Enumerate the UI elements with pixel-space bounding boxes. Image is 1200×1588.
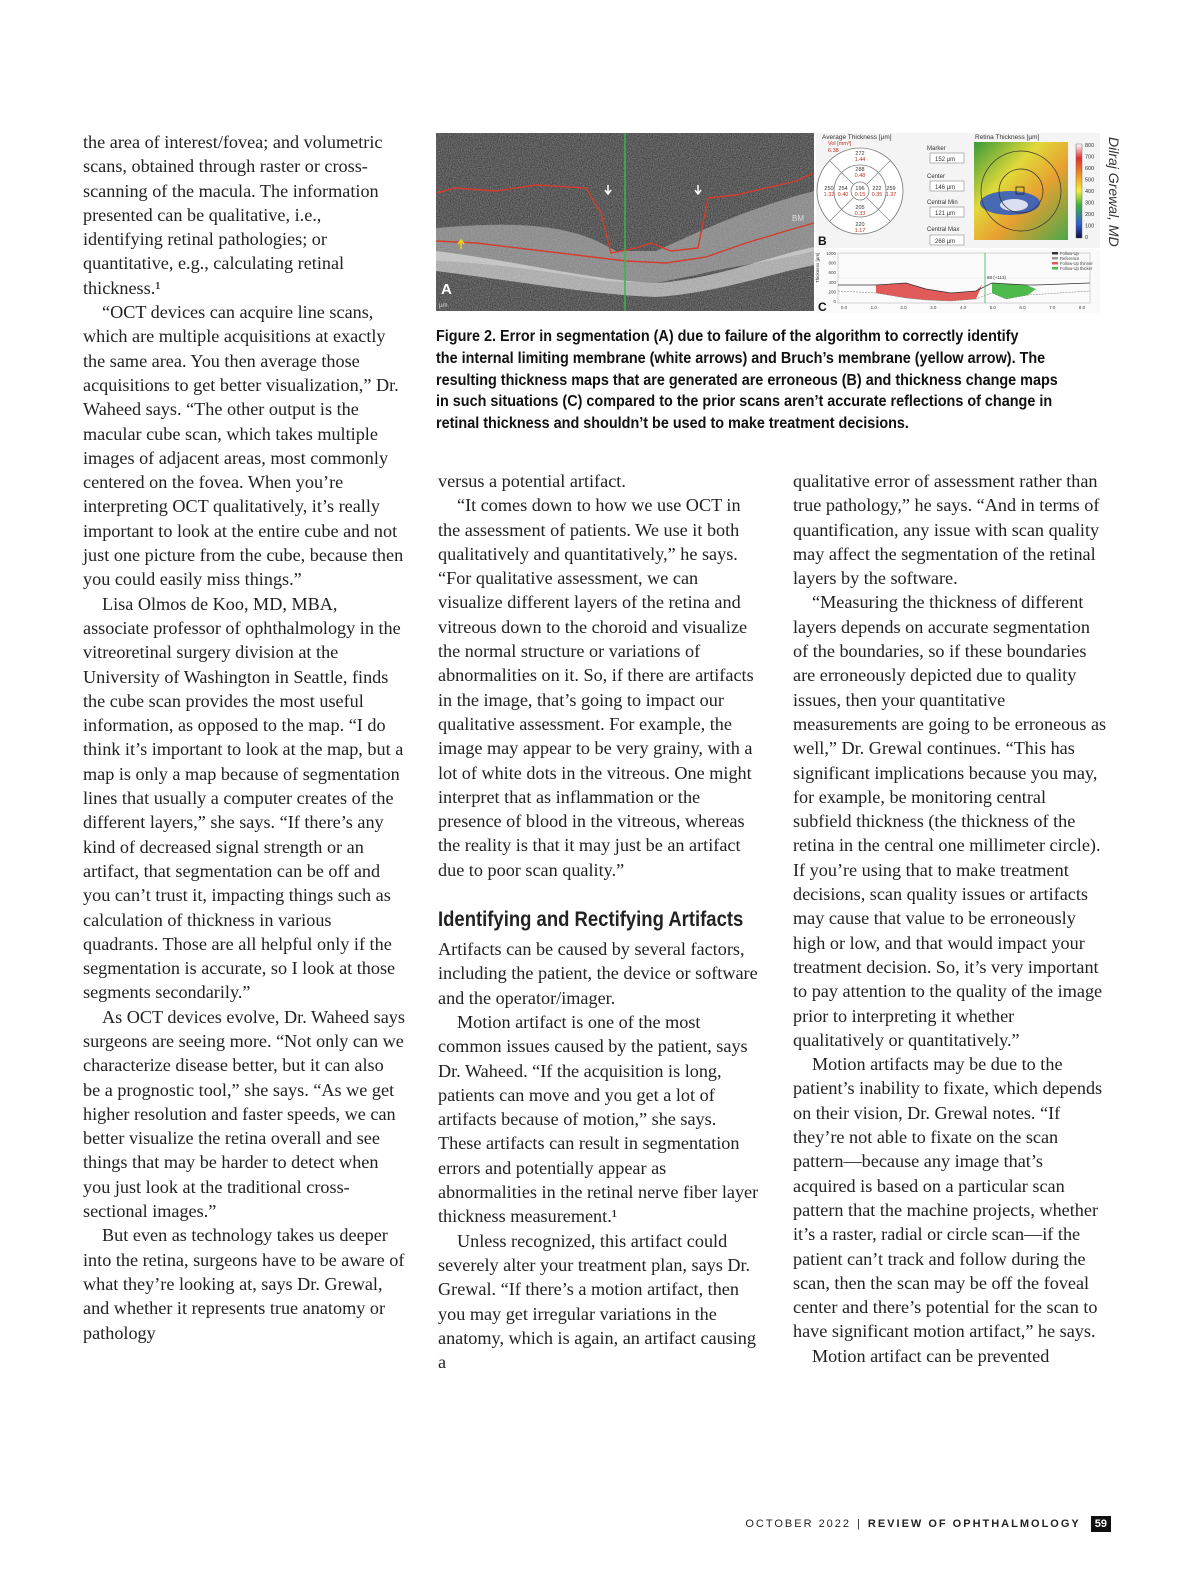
body-paragraph: versus a potential artifact. bbox=[438, 471, 626, 491]
avg-thickness-title: Average Thickness [µm] bbox=[822, 134, 892, 141]
change-xtick-label: 1.0 bbox=[870, 305, 877, 310]
grid-center-volume: 0.15 bbox=[854, 192, 866, 198]
panel-c-label: C bbox=[818, 300, 827, 313]
colorbar-tick-label: 700 bbox=[1085, 154, 1095, 161]
retina-thickness-title: Retina Thickness [µm] bbox=[975, 134, 1040, 141]
body-paragraph: the area of interest/fovea; and volumetric scans, obtained through raster or cross-scanning of the macula. The information presented can be qualitative, i.e., identifying retinal pathologies; or quantitative, e.g., calculating retinal thickness.¹ bbox=[83, 132, 383, 298]
central-max-value: 268 µm bbox=[935, 239, 956, 245]
change-ytick-label: 400 bbox=[828, 279, 836, 285]
footer-magazine: REVIEW OF OPHTHALMOLOGY bbox=[867, 1518, 1081, 1530]
vol-value: 6.38 bbox=[828, 148, 839, 154]
change-xtick-label: 6.0 bbox=[1019, 305, 1026, 310]
body-paragraph: As OCT devices evolve, Dr. Waheed says surgeons are seeing more. “Not only can we characterize disease better, but it can also be a prognostic tool,” she says. “As we get higher resolution and faster speeds, we can better visualize the retina overall and see things that may be harder to detect when you just look at the traditional cross-sectional images.” bbox=[83, 1006, 405, 1222]
grid-right-outer-thickness: 259 bbox=[886, 186, 896, 192]
left-column bbox=[83, 130, 405, 1345]
grid-inner-top-thickness: 288 bbox=[855, 167, 865, 173]
panel-a-oct-scan bbox=[436, 133, 814, 311]
colorbar-tick-label: 200 bbox=[1085, 212, 1095, 218]
legend-entry: Reference bbox=[1060, 256, 1080, 261]
photo-credit-text: Dilraj Grewal, MD bbox=[1106, 137, 1122, 247]
caption-line: in such situations (C) compared to the prior scans aren’t accurate reflections of change in bbox=[436, 393, 1053, 411]
photo-credit bbox=[1104, 137, 1128, 357]
change-ytick-label: 0 bbox=[833, 299, 836, 304]
marker-value: 152 µm bbox=[935, 157, 956, 163]
center-label: Center bbox=[927, 174, 946, 180]
page-footer bbox=[745, 1516, 1111, 1532]
panel-b-thickness-maps bbox=[816, 133, 1100, 248]
grid-top-volume: 1.44 bbox=[854, 157, 866, 163]
colorbar-tick-label: 500 bbox=[1085, 177, 1095, 184]
grid-bottom-volume: 1.17 bbox=[854, 228, 866, 234]
legend-entry: Follow-Up bbox=[1060, 251, 1079, 256]
center-value: 146 µm bbox=[935, 185, 956, 191]
colorbar-tick-label: 0 bbox=[1085, 235, 1089, 241]
body-paragraph: Lisa Olmos de Koo, MD, MBA, associate professor of ophthalmology in the vitreoretinal surgery division at the University of Washington in Seattle, finds the cube scan provides the most useful information, as opposed to the map. “I do think it’s important to look at the map, but a map is only a map because of segmentation lines that usually a computer creates of the different layers,” she says. “If there’s any kind of decreased signal strength or an artifact, that segmentation can be off and you can’t trust it, impacting things such as calculation of thickness in various quadrants. Those are all helpful only if the segmentation is accurate, so I look at those segments secondarily.” bbox=[83, 593, 404, 1003]
figure-2-graphic bbox=[436, 133, 1100, 313]
grid-left-outer-volume: 1.32 bbox=[823, 192, 835, 198]
panel-c-thickness-change bbox=[815, 249, 1100, 313]
colorbar-tick-label: 800 bbox=[1085, 143, 1095, 149]
marker-label: Marker bbox=[927, 146, 946, 152]
grid-left-outer-thickness: 250 bbox=[824, 186, 834, 192]
figure-2 bbox=[436, 133, 1100, 313]
panel-b-label: B bbox=[818, 234, 827, 248]
grid-center-thickness: 196 bbox=[855, 186, 865, 192]
colorbar-tick-label: 600 bbox=[1085, 166, 1095, 172]
caption-line: resulting thickness maps that are generated are erroneous (B) and thickness change maps bbox=[436, 371, 1058, 389]
page-number: 59 bbox=[1091, 1516, 1111, 1532]
figure-caption bbox=[436, 326, 1116, 435]
legend-swatch bbox=[1052, 262, 1058, 265]
body-paragraph: Motion artifact can be prevented bbox=[812, 1345, 1050, 1366]
change-ytick-label: 1000 bbox=[825, 251, 836, 256]
scale-unit: µm bbox=[439, 303, 448, 309]
change-ytick-label: 800 bbox=[828, 260, 836, 266]
legend-entry: Follow-Up thicker bbox=[1060, 266, 1093, 271]
middle-column bbox=[438, 469, 760, 1374]
change-xtick-label: 2.0 bbox=[900, 305, 907, 310]
central-min-label: Central Min bbox=[927, 200, 958, 206]
caption-line: the internal limiting membrane (white arrows) and Bruch’s membrane (yellow arrow). The bbox=[436, 349, 1046, 367]
grid-left-inner-volume: 0.40 bbox=[837, 192, 849, 198]
legend-swatch bbox=[1052, 252, 1058, 255]
body-paragraph: “Measuring the thickness of different layers depends on accurate segmentation of the boundaries, so if these boundaries are erroneously depicted due to quality issues, then your quantitative measurements are going to be erroneous as well,” Dr. Grewal continues. “This has significant implications because you may, for example, be monitoring central subfield thickness (the thickness of the retina in the central one millimeter circle). If you’re using that to make treatment decisions, scan quality issues or artifacts may cause that value to be erroneously high or low, and that would impact your treatment decision. So, it’s very important to pay attention to the quality of the image prior to interpreting it whether qualitatively or quantitatively.” bbox=[793, 592, 1107, 1050]
body-paragraph: “It comes down to how we use OCT in the assessment of patients. We use it both qualitatively and quantitatively,” he says. “For qualitative assessment, we can visualize different layers of the retina and vitreous down to the choroid and visualize the normal structure or variations of abnormalities on it. So, if there are artifacts in the image, that’s going to impact our qualitative assessment. For example, the image may appear to be very grainy, with a lot of white dots in the vitreous. One might interpret that as inflammation or the presence of blood in the vitreous, whereas the reality is that it may just be an artifact due to poor scan quality.” bbox=[438, 495, 754, 880]
change-marker: 88 (+113) bbox=[987, 275, 1007, 280]
change-ytick-label: 600 bbox=[828, 270, 836, 276]
footer-separator: | bbox=[857, 1518, 862, 1530]
grid-right-inner-thickness: 222 bbox=[872, 186, 882, 192]
change-xtick-label: 5.0 bbox=[989, 305, 996, 310]
body-paragraph: qualitative error of assessment rather than true pathology,” he says. “And in terms of quantification, any issue with scan quality may affect the segmentation of the retinal layers by the software. bbox=[793, 471, 1100, 589]
grid-inner-bottom-volume: 0.33 bbox=[854, 211, 866, 217]
grid-right-inner-volume: 0.35 bbox=[871, 192, 883, 198]
colorbar bbox=[1076, 144, 1082, 238]
body-paragraph: “OCT devices can acquire line scans, which are multiple acquisitions at exactly the same area. You then average those acquisitions to get better visualization,” Dr. Waheed says. “The other output is the macular cube scan, which takes multiple images of adjacent areas, most commonly centered on the fovea. When you’re interpreting OCT qualitatively, it’s really important to look at the entire cube and not just one picture from the cube, because then you could easily miss things.” bbox=[83, 302, 404, 590]
caption-line: Figure 2. Error in segmentation (A) due to failure of the algorithm to correctly identify bbox=[436, 328, 1019, 345]
legend-entry: Follow-Up thinner bbox=[1060, 261, 1093, 266]
change-ytick-label: 200 bbox=[828, 289, 836, 295]
change-xtick-label: 8.0 bbox=[1078, 305, 1086, 310]
change-xtick-label: 7.0 bbox=[1049, 305, 1056, 310]
legend-swatch bbox=[1052, 257, 1058, 260]
body-paragraph: Motion artifacts may be due to the patient’s inability to fixate, which depends on their vision, Dr. Grewal notes. “If they’re not able to fixate on the scan pattern—because any image that’s acquired is based on a particular scan pattern that the machine projects, whether it’s a raster, radial or circle scan—if the patient can’t track and follow during the scan, then the scan may be off the foveal center and there’s potential for the scan to have significant motion artifact,” he says. bbox=[793, 1054, 1103, 1342]
grid-bottom-thickness: 220 bbox=[855, 222, 865, 228]
retina-heatmap bbox=[974, 142, 1068, 240]
legend-swatch bbox=[1052, 267, 1058, 270]
right-column bbox=[793, 469, 1108, 1368]
body-paragraph: But even as technology takes us deeper into the retina, surgeons have to be aware of what they’re looking at, says Dr. Grewal, and whether it represents true anatomy or pathology bbox=[83, 1225, 405, 1343]
footer-date: OCTOBER 2022 bbox=[745, 1518, 852, 1530]
panel-a-label: A bbox=[441, 281, 452, 298]
change-ylabel: Thickness [µm] bbox=[815, 252, 820, 283]
caption-line: retinal thickness and shouldn’t be used to make treatment decisions. bbox=[436, 415, 909, 433]
central-min-value: 121 µm bbox=[935, 211, 956, 217]
bm-label: BM bbox=[792, 214, 804, 223]
section-subhead: Identifying and Rectifying Artifacts bbox=[438, 908, 744, 932]
body-paragraph: Motion artifact is one of the most common issues caused by the patient, says Dr. Waheed. “If the acquisition is long, patients can move and you get a lot of artifacts because of motion,” she says. These artifacts can result in segmentation errors and potentially appear as abnormalities in the retinal nerve fiber layer thickness measurement.¹ bbox=[438, 1011, 759, 1227]
change-xtick-label: 3.0 bbox=[930, 305, 937, 310]
colorbar-tick-label: 300 bbox=[1085, 200, 1095, 207]
colorbar-tick-label: 100 bbox=[1085, 223, 1095, 230]
vol-label: Vol [mm³] bbox=[828, 141, 852, 147]
change-xtick-label: 4.0 bbox=[959, 305, 967, 310]
grid-inner-top-volume: 0.48 bbox=[854, 173, 866, 179]
colorbar-tick-label: 400 bbox=[1085, 189, 1095, 195]
grid-left-inner-thickness: 254 bbox=[838, 186, 848, 192]
central-max-label: Central Max bbox=[927, 227, 960, 233]
grid-right-outer-volume: 1.37 bbox=[885, 192, 897, 198]
grid-inner-bottom-thickness: 205 bbox=[855, 205, 865, 211]
colorbar-ticks bbox=[1085, 143, 1094, 241]
body-paragraph: Unless recognized, this artifact could severely alter your treatment plan, says Dr. Grewal. “If there’s a motion artifact, then you may get irregular variations in the anatomy, which is again, an artifact causing a bbox=[438, 1230, 756, 1373]
body-paragraph: Artifacts can be caused by several factors, including the patient, the device or software and the operator/imager. bbox=[438, 939, 758, 1008]
grid-top-thickness: 272 bbox=[855, 151, 865, 157]
change-xtick-label: 0.0 bbox=[840, 305, 848, 310]
